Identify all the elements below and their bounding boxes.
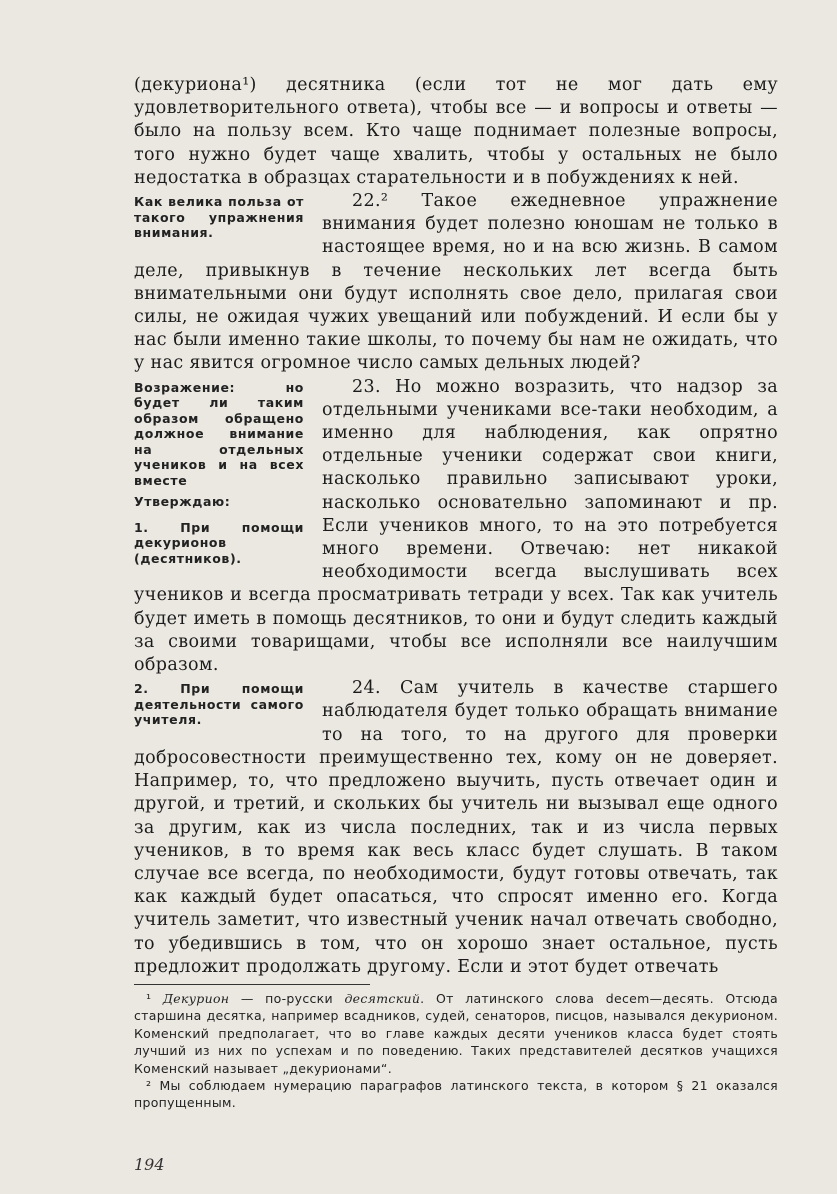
margin-note-23-objection: Возражение: но будет ли таким образом обращено должное внимание на отдельных учеников и на всех вместе [134, 379, 304, 488]
margin-note-23-assert: Утверждаю: [134, 494, 231, 510]
footnote-divider [134, 984, 370, 985]
main-text [134, 74, 778, 979]
intro-paragraph: (декуриона¹) десятника (если тот не мог дать ему удовлетворительного ответа), чтобы все — и вопросы и ответы — было на пользу всем. Кто чаще поднимает полезные вопросы, того нужно будет чаще хвалить, чтобы у остальных не было недостатка в образцах старательности и в побуждениях к ней. [134, 75, 778, 188]
margin-note-22 [134, 194, 304, 247]
footnote-2 [134, 1077, 778, 1112]
margin-note-22-text: Как велика польза от такого упражнения внимания. [134, 194, 304, 241]
page-number: 194 [134, 1155, 165, 1174]
margin-note-23 [134, 380, 304, 573]
footnote-2-marker: ² [146, 1078, 152, 1094]
paragraph-22: 22.² Такое ежедневное упражнение внимания будет полезно юношам не только в настоящее время, но и на всю жизнь. В самом деле, привыкнув в течение нескольких лет всегда быть внимательными они будут исполнять свое дело, прилагая свои силы, не ожидая чужих увещаний или побуждений. И если бы у нас были именно такие школы, то почему бы нам не ожидать, что у нас явится огромное число самых дельных людей? [134, 191, 778, 374]
margin-note-23-point1: 1. При помощи декурионов (десятников). [134, 519, 304, 566]
margin-note-24-text: 2. При помощи деятельности самого учителя. [134, 681, 304, 728]
footnote-1-term: Декурион [162, 991, 230, 1006]
footnotes [134, 990, 778, 1112]
footnote-1-text: . От латинского слова decem—десять. Отсюда старшина десятка, например всадников, судей, сенаторов, писцов, назывался декурионом. Коменский предполагает, что во главе каждых десяти учеников класса будет стоять лучший из них по успехам и по поведению. Таких представителей десятков учащихся Коменский называет „декурионами“. [134, 991, 778, 1076]
footnote-2-text: Мы соблюдаем нумерацию параграфов латинского текста, в котором § 21 оказался пропущенным. [134, 1078, 778, 1111]
footnote-1-dash: — по-русски [229, 991, 345, 1006]
footnote-1 [134, 990, 778, 1077]
paragraph-23: 23. Но можно возразить, что надзор за отдельными учениками все-таки необходим, а именно для наблюдения, как опрятно отдельные ученики содержат свои книги, насколько правильно записывают уроки, насколько основательно запоминают и пр. Если учеников много, то на это потребуется много времени. Отвечаю: нет никакой необходимости всегда выслушивать всех учеников и всегда просматривать тетради у всех. Так как учитель будет иметь в помощь десятников, то они и будут следить каждый за своими товарищами, чтобы все исполняли все наилучшим образом. [134, 376, 778, 676]
footnote-1-marker: ¹ [146, 991, 152, 1006]
margin-note-24 [134, 681, 304, 734]
footnote-1-term2: десятский [344, 991, 421, 1006]
paragraph-24: 24. Сам учитель в качестве старшего наблюдателя будет только обращать внимание то на того, то на другого для проверки добросовестности преимущественно тех, кому он не доверяет. Например, то, что предложено выучить, пусть отвечает один и другой, и третий, и скольких бы учитель ни вызывал еще одного за другим, как из числа последних, так и из числа первых учеников, в то время как весь класс будет слушать. В таком случае все всегда, по необходимости, будут готовы отвечать, так как каждый будет опасаться, что спросят именно его. Когда учитель заметит, что известный ученик начал отвечать свободно, то убедившись в том, что он хорошо знает остальное, пусть предложит продолжать другому. Если и этот будет отвечать [134, 678, 778, 977]
